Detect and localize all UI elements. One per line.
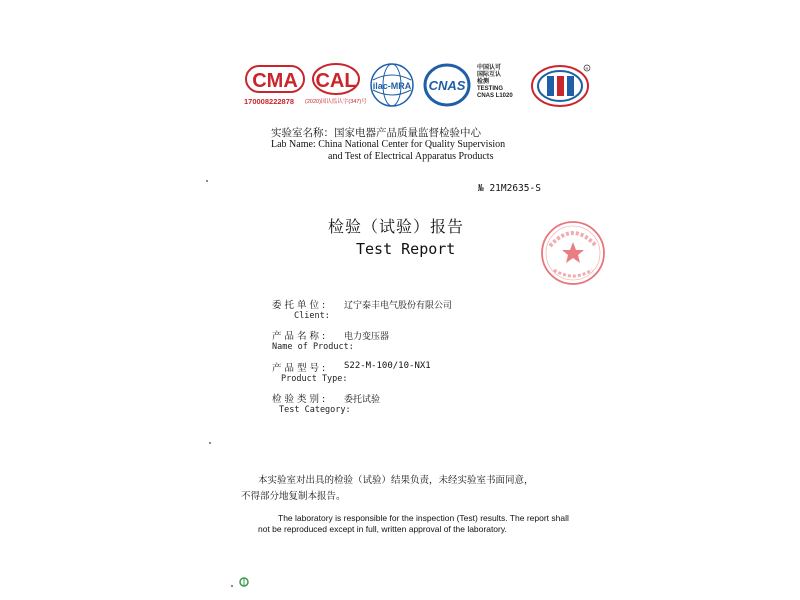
cnas-logo [423,62,471,108]
lab-name-en-line1: Lab Name: China National Center for Quality Supervision [271,139,506,150]
scan-speck [206,180,208,182]
official-seal [538,218,608,288]
lab-name-cn: 实验室名称：国家电器产品质量监督检验中心 [271,127,481,139]
report-title-en: Test Report [356,240,456,258]
product-type-label-en: Product Type: [281,374,348,384]
test-category-label-en: Test Category: [279,405,351,415]
certification-logos [245,62,595,112]
cnas-accreditation-text [477,65,513,100]
scan-speck [231,585,233,587]
disclaimer-cn-line2: 不得部分地复制本报告。 [241,491,346,502]
test-category-value: 委托试验 [344,395,381,405]
product-type-label-cn: 产品型号: [272,363,329,374]
svg-text:R: R [585,66,589,71]
disclaimer-en-line1: The laboratory is responsible for the inspection (Test) results. The report shall [278,513,569,523]
svg-text:CNAS: CNAS [428,78,466,93]
client-label-en: Client: [294,311,330,321]
lab-name-en-line2: and Test of Electrical Apparatus Products [328,151,494,162]
cal-logo [305,62,367,105]
scan-speck [209,442,211,444]
cnas-text-line: TESTING [477,86,504,92]
ilac-mra-logo [369,62,415,108]
product-name-label-cn: 产品名称: [272,331,329,342]
cnas-text-line: 中国认可 [477,65,502,71]
product-type-value: S22-M-100/10-NX1 [344,361,431,371]
svg-text:CMA: CMA [252,70,298,92]
cal-number: (2020)国认监认字(347)号 [305,99,367,105]
client-value: 辽宁泰丰电气股份有限公司 [344,301,453,311]
product-name-value: 电力变压器 [344,332,390,342]
cnas-text-line: 检测 [477,79,490,85]
svg-text:ilac-MRA: ilac-MRA [372,81,412,91]
product-name-label-en: Name of Product: [272,342,354,352]
report-title-cn: 检验（试验）报告 [328,217,465,236]
disclaimer-cn-line1: 本实验室对出具的检验（试验）结果负责，未经实验室书面同意， [258,475,534,486]
svg-text:CAL: CAL [315,70,357,92]
cma-number: 170008222878 [244,97,295,106]
test-category-label-cn: 检验类别: [272,394,329,405]
disclaimer-en-line2: not be reproduced except in full, written approval of the laboratory. [258,524,507,534]
green-mark-icon [239,572,249,582]
cma-logo [244,62,305,106]
cnas-text-line: 国际互认 [477,72,502,78]
cmc-logo [529,62,591,108]
cnas-text-line: CNAS L1020 [477,93,513,99]
report-number: № 21M2635-S [478,183,541,194]
client-label-cn: 委托单位: [272,300,329,311]
